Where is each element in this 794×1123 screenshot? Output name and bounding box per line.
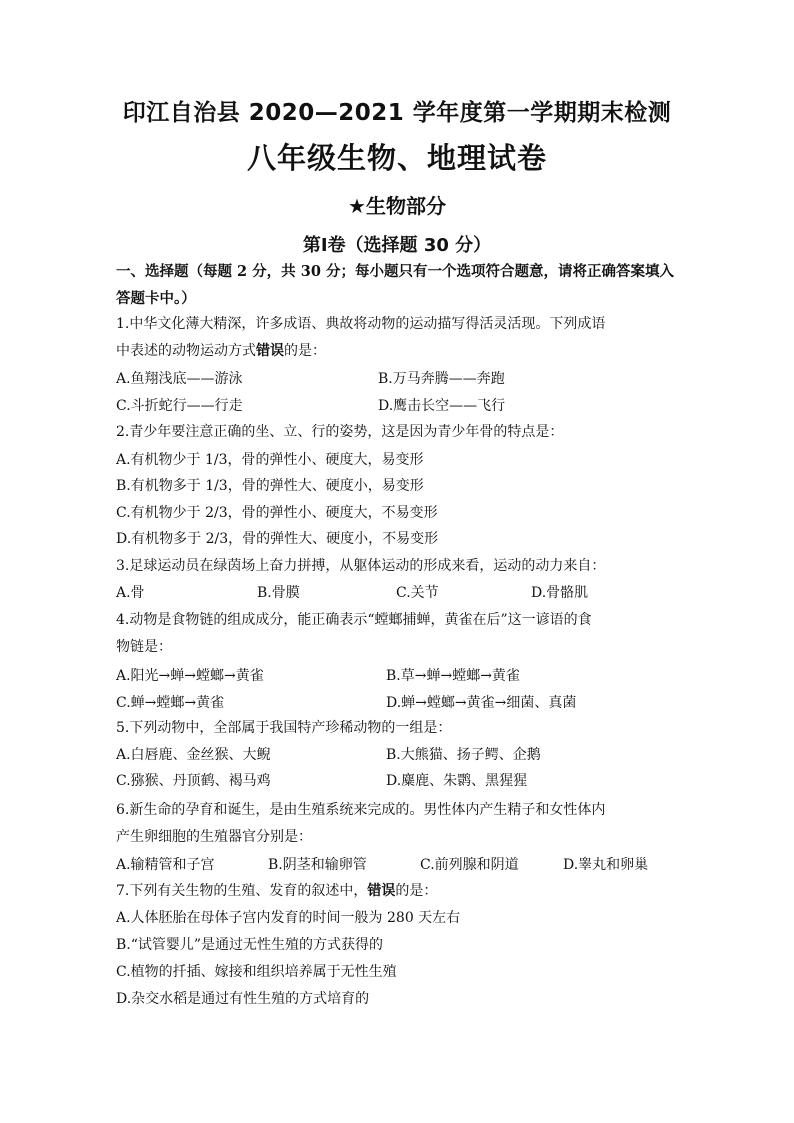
question-2-option-b: B.有机物多于 1/3，骨的弹性大、硬度小，易变形: [116, 478, 424, 494]
emphasis-text: 错误: [256, 343, 284, 359]
question-5-option-a: A.白唇鹿、金丝猴、大鲵: [116, 747, 271, 763]
question-7-option-b: B.“试管婴儿”是通过无性生殖的方式获得的: [116, 937, 384, 953]
question-3-stem: 3.足球运动员在绿茵场上奋力拼搏，从躯体运动的形成来看，运动的动力来自：: [116, 558, 606, 574]
question-7-option-a: A.人体胚胎在母体子宫内发育的时间一般为 280 天左右: [116, 910, 461, 926]
question-4-option-b: B.草→蝉→螳螂→黄雀: [386, 668, 520, 684]
question-1-option-a: A.鱼翔浅底——游泳: [116, 371, 243, 387]
exam-subtitle: 八年级生物、地理试卷: [246, 141, 547, 175]
question-1-stem-line-1: 1.中华文化薄大精深，许多成语、典故将动物的运动描写得活灵活现。下列成语: [116, 316, 606, 332]
question-4-stem-line-1: 4.动物是食物链的组成成分，能正确表示“螳螂捕蝉，黄雀在后”这一谚语的食: [116, 612, 592, 628]
question-1-option-d: D.鹰击长空——飞行: [378, 398, 506, 414]
question-7-option-c: C.植物的扦插、嫁接和组织培养属于无性生殖: [116, 964, 397, 980]
paper-title: 第Ⅰ卷（选择题 30 分）: [302, 235, 492, 256]
question-6-option-d: D.睾丸和卵巢: [563, 857, 649, 873]
section-title: ★生物部分: [348, 194, 446, 218]
question-2-stem: 2.青少年要注意正确的坐、立、行的姿势，这是因为青少年骨的特点是：: [116, 424, 564, 440]
emphasis-text: 错误: [367, 883, 396, 899]
question-5-option-b: B.大熊猫、扬子鳄、企鹅: [386, 747, 541, 763]
question-1-option-b: B.万马奔腾——奔跑: [378, 371, 505, 387]
question-1-option-c: C.斗折蛇行——行走: [116, 398, 243, 414]
question-2-option-d: D.有机物多于 2/3，骨的弹性大、硬度小，不易变形: [116, 531, 439, 547]
question-5-option-d: D.麋鹿、朱鹮、黑猩猩: [386, 773, 528, 789]
section-instructions: 一、选择题（每题 2 分，共 30 分；每小题只有一个选项符合题意，请将正确答案填入答题卡中。）: [116, 263, 674, 307]
question-3-option-b: B.骨膜: [257, 585, 300, 601]
exam-title: 印江自治县 2020—2021 学年度第一学期期末检测: [122, 100, 672, 126]
question-6-option-a: A.输精管和子宫: [116, 857, 215, 873]
question-6-stem-line-2: 产生卵细胞的生殖器官分别是：: [116, 829, 312, 845]
question-7-stem: 7.下列有关生物的生殖、发育的叙述中，错误的是：: [116, 883, 438, 899]
question-2-option-a: A.有机物少于 1/3，骨的弹性小、硬度大，易变形: [116, 452, 424, 468]
question-1-stem-line-2: 中表述的动物运动方式错误的是：: [116, 343, 326, 359]
question-5-stem: 5.下列动物中，全部属于我国特产珍稀动物的一组是：: [116, 720, 452, 736]
question-4-option-a: A.阳光→蝉→螳螂→黄雀: [116, 668, 264, 684]
question-4-option-d: D.蝉→螳螂→黄雀→细菌、真菌: [386, 695, 577, 711]
question-4-stem-line-2: 物链是：: [116, 639, 172, 655]
question-2-option-c: C.有机物少于 2/3，骨的弹性小、硬度大，不易变形: [116, 505, 438, 521]
question-3-option-c: C.关节: [396, 585, 439, 601]
question-3-option-d: D.骨骼肌: [531, 585, 589, 601]
question-3-option-a: A.骨: [116, 585, 145, 601]
question-4-option-c: C.蝉→螳螂→黄雀: [116, 695, 225, 711]
question-6-option-b: B.阴茎和输卵管: [268, 857, 367, 873]
question-7-option-d: D.杂交水稻是通过有性生殖的方式培育的: [116, 991, 370, 1007]
question-5-option-c: C.猕猴、丹顶鹤、褐马鸡: [116, 773, 271, 789]
question-6-stem-line-1: 6.新生命的孕育和诞生，是由生殖系统来完成的。男性体内产生精子和女性体内: [116, 802, 606, 818]
question-6-option-c: C.前列腺和阴道: [420, 857, 519, 873]
